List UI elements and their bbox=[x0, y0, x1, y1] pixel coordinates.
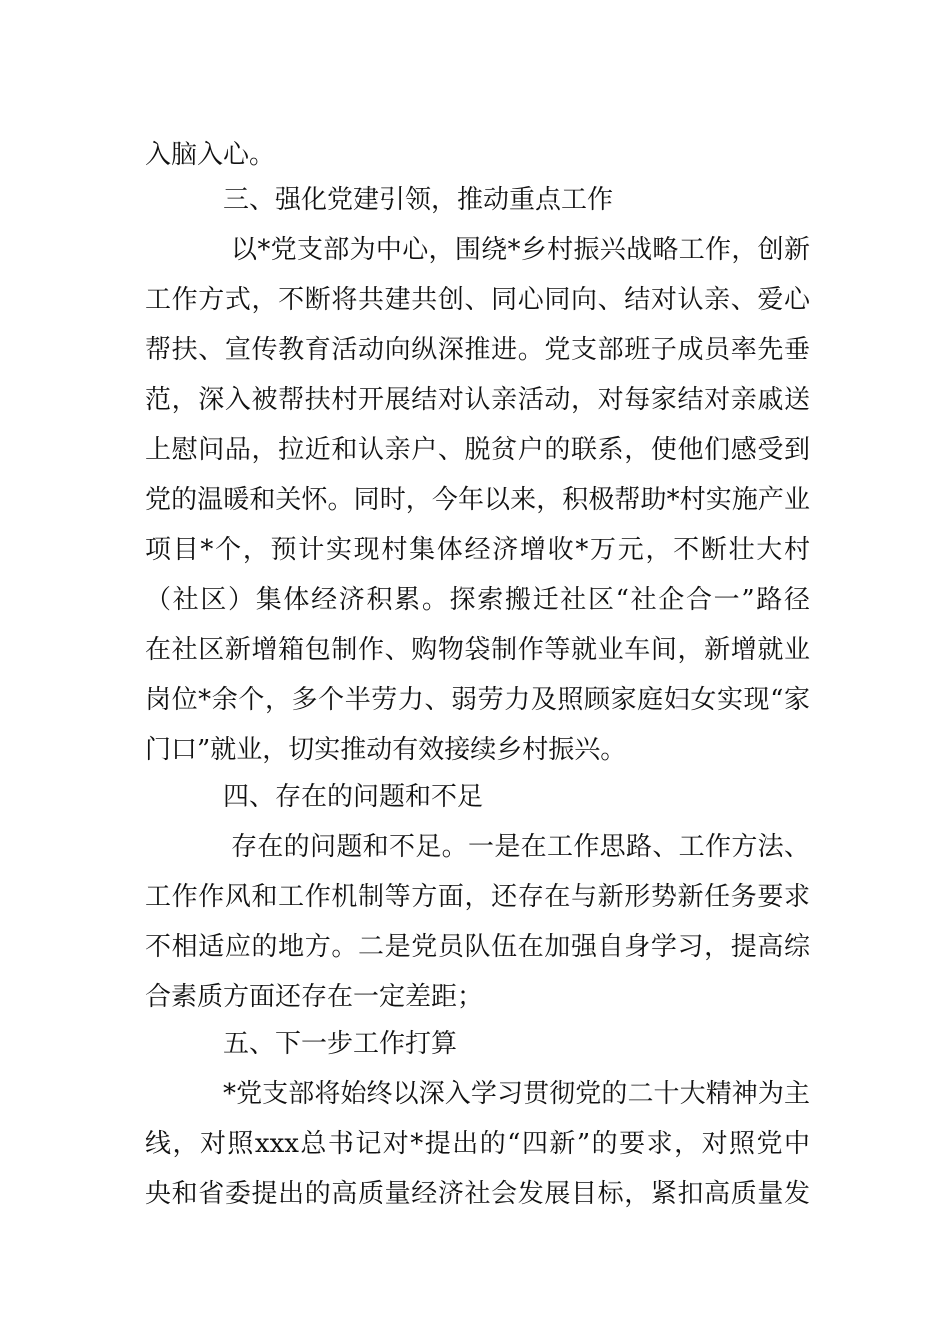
paragraph-line: 存在的问题和不足。一是在工作思路、工作方法、 bbox=[231, 832, 810, 862]
paragraph-line: 以*党支部为中心，围绕*乡村振兴战略工作，创新 bbox=[231, 235, 810, 265]
paragraph-line: 岗位*余个，多个半劳力、弱劳力及照顾家庭妇女实现“家 bbox=[145, 685, 810, 715]
section-heading-5: 五、下一步工作打算 bbox=[223, 1029, 458, 1059]
paragraph-line: 合素质方面还存在一定差距； bbox=[145, 982, 484, 1012]
paragraph-line: 在社区新增箱包制作、购物袋制作等就业车间，新增就业 bbox=[145, 635, 810, 665]
paragraph-line: （社区）集体经济积累。探索搬迁社区“社企合一”路径 bbox=[145, 585, 810, 615]
paragraph-line: 门口”就业，切实推动有效接续乡村振兴。 bbox=[145, 735, 627, 765]
paragraph-line: 项目*个，预计实现村集体经济增收*万元，不断壮大村 bbox=[145, 535, 810, 565]
paragraph-line: 央和省委提出的高质量经济社会发展目标，紧扣高质量发 bbox=[145, 1179, 810, 1209]
paragraph-line: 入脑入心。 bbox=[145, 140, 276, 170]
paragraph-line: 不相适应的地方。二是党员队伍在加强自身学习，提高综 bbox=[145, 932, 810, 962]
section-heading-3: 三、强化党建引领，推动重点工作 bbox=[223, 185, 614, 215]
paragraph-line: 线，对照xxx总书记对*提出的“四新”的要求，对照党中 bbox=[145, 1129, 810, 1159]
paragraph-line: 党的温暖和关怀。同时，今年以来，积极帮助*村实施产业 bbox=[145, 485, 810, 515]
paragraph-line: *党支部将始终以深入学习贯彻党的二十大精神为主 bbox=[223, 1079, 810, 1109]
paragraph-line: 范，深入被帮扶村开展结对认亲活动，对每家结对亲戚送 bbox=[145, 385, 810, 415]
paragraph-line: 工作作风和工作机制等方面，还存在与新形势新任务要求 bbox=[145, 882, 810, 912]
paragraph-line: 工作方式，不断将共建共创、同心同向、结对认亲、爱心 bbox=[145, 285, 810, 315]
paragraph-line: 帮扶、宣传教育活动向纵深推进。党支部班子成员率先垂 bbox=[145, 335, 810, 365]
paragraph-line: 上慰问品，拉近和认亲户、脱贫户的联系，使他们感受到 bbox=[145, 435, 810, 465]
section-heading-4: 四、存在的问题和不足 bbox=[223, 782, 484, 812]
